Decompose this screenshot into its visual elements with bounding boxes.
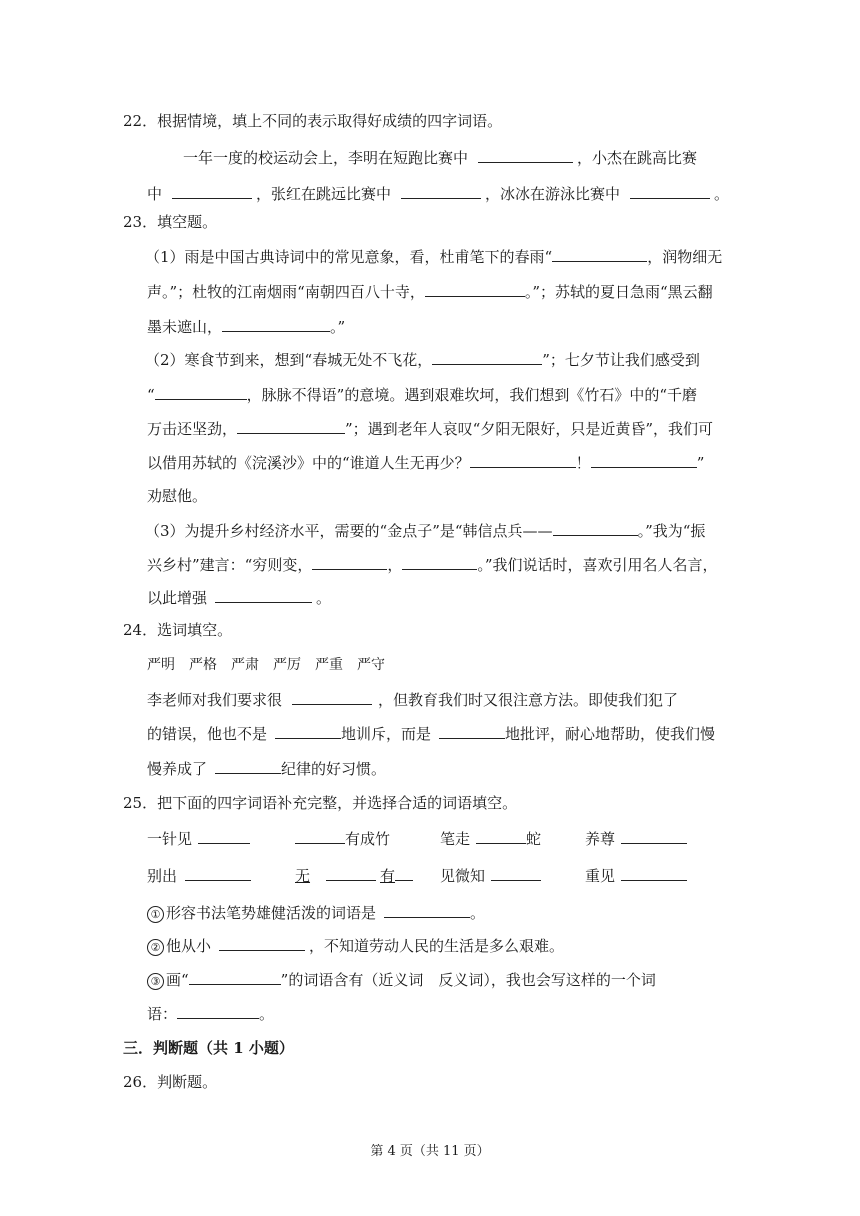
q23-part2-line1: （2）寒食节到来，想到“春城无处不飞花， ”；七夕节让我们感受到 (145, 351, 700, 369)
q25-idiom-7: 见微知 (440, 866, 541, 886)
q23-part3-line3: 以此增强 。 (147, 589, 332, 607)
blank[interactable] (222, 317, 330, 332)
q23-part2-line2: “ ，脉脉不得语”的意境。遇到艰难坎坷，我们想到《竹石》中的“千磨 (147, 386, 698, 404)
q23-part3-line2: 兴乡村”建言：“穷则变， ， 。”我们说话时，喜欢引用名人名言， (147, 556, 718, 574)
q23-part1-line2: 声。”；杜牧的江南烟雨“南朝四百八十寺， 。”；苏轼的夏日急雨“黑云翻 (147, 283, 713, 301)
q25-idiom-3: 笔走 蛇 (440, 830, 542, 848)
q25-idiom-6: 无 有 (295, 866, 413, 886)
q22-line2: 中 ，张红在跳远比赛中 ，冰冰在游泳比赛中 。 (147, 185, 730, 203)
blank[interactable] (185, 866, 251, 881)
q24-word-bank: 严明 严格 严肃 严厉 严重 严守 (147, 657, 385, 673)
blank[interactable] (326, 866, 376, 881)
blank[interactable] (177, 1004, 259, 1019)
q25-sentence-3: ③ 画“ ”的词语含有（近义词 反义词），我也会写这样的一个词 (147, 970, 656, 990)
blank[interactable] (172, 184, 252, 199)
blank[interactable] (439, 724, 505, 739)
q23-part1-line3: 墨未遮山， 。” (147, 318, 346, 336)
blank[interactable] (189, 970, 281, 985)
q25-sentence-3-cont: 语： 。 (147, 1005, 275, 1023)
blank[interactable] (425, 282, 525, 297)
q25-sentence-2: ② 他从小 ，不知道劳动人民的生活是多么艰难。 (147, 936, 564, 956)
blank[interactable] (470, 453, 576, 468)
blank[interactable] (198, 829, 250, 844)
blank[interactable] (215, 759, 281, 774)
q25-heading: 25．把下面的四字词语补充完整，并选择合适的词语填空。 (123, 794, 518, 812)
q25-idiom-4: 养尊 (585, 829, 687, 849)
q22-line1: 一年一度的校运动会上，李明在短跑比赛中 ，小杰在跳高比赛 (183, 149, 698, 167)
q24-line1: 李老师对我们要求很 ，但教育我们时又很注意方法。即使我们犯了 (147, 691, 679, 709)
q25-idiom-8: 重见 (585, 866, 687, 886)
blank[interactable] (402, 555, 477, 570)
blank[interactable] (621, 866, 687, 881)
q23-heading: 23．填空题。 (123, 213, 218, 231)
page-footer: 第 4 页（共 11 页） (370, 1144, 490, 1159)
blank[interactable] (553, 521, 638, 536)
section-heading-judgment: 三．判断题（共 1 小题） (123, 1039, 294, 1057)
q25-idiom-2: 有成竹 (295, 829, 390, 849)
blank[interactable] (591, 453, 697, 468)
blank[interactable] (215, 588, 312, 603)
circled-number: ③ (147, 973, 164, 990)
blank[interactable] (478, 148, 573, 163)
blank[interactable] (275, 724, 341, 739)
blank[interactable] (630, 184, 710, 199)
blank[interactable] (476, 829, 526, 844)
q24-line2: 的错误，他也不是 地训斥，而是 地批评，耐心地帮助，使我们慢 (147, 725, 716, 743)
q23-part2-line5: 劝慰他。 (147, 487, 208, 505)
q25-idiom-5: 别出 (147, 866, 251, 886)
circled-number: ① (147, 906, 164, 923)
blank[interactable] (292, 690, 372, 705)
blank[interactable] (295, 829, 345, 844)
blank[interactable] (155, 385, 247, 400)
blank[interactable] (401, 184, 481, 199)
circled-number: ② (147, 939, 164, 956)
q23-part3-line1: （3）为提升乡村经济水平，需要的“金点子”是“韩信点兵—— 。”我为“振 (145, 522, 706, 540)
q25-sentence-1: ① 形容书法笔势雄健活泼的词语是 。 (147, 903, 485, 923)
q22-heading: 22．根据情境，填上不同的表示取得好成绩的四字词语。 (123, 112, 503, 130)
q26-heading: 26．判断题。 (123, 1073, 218, 1091)
blank[interactable] (432, 350, 542, 365)
q23-part1-line1: （1）雨是中国古典诗词中的常见意象，看，杜甫笔下的春雨“ ，润物细无 (145, 248, 723, 266)
blank[interactable] (621, 829, 687, 844)
q24-heading: 24．选词填空。 (123, 621, 233, 639)
blank[interactable] (237, 419, 345, 434)
blank[interactable] (395, 866, 413, 881)
blank[interactable] (219, 936, 305, 951)
q23-part2-line4: 以借用苏轼的《浣溪沙》中的“谁道人生无再少？ ！ ” (147, 454, 705, 472)
q25-idiom-1: 一针见 (147, 829, 250, 849)
blank[interactable] (312, 555, 387, 570)
blank[interactable] (552, 247, 647, 262)
q23-part2-line3: 万击还坚劲， ”；遇到老年人哀叹“夕阳无限好，只是近黄昏”，我们可 (147, 420, 714, 438)
blank[interactable] (491, 866, 541, 881)
blank[interactable] (384, 903, 470, 918)
q24-line3: 慢养成了 纪律的好习惯。 (147, 760, 387, 778)
